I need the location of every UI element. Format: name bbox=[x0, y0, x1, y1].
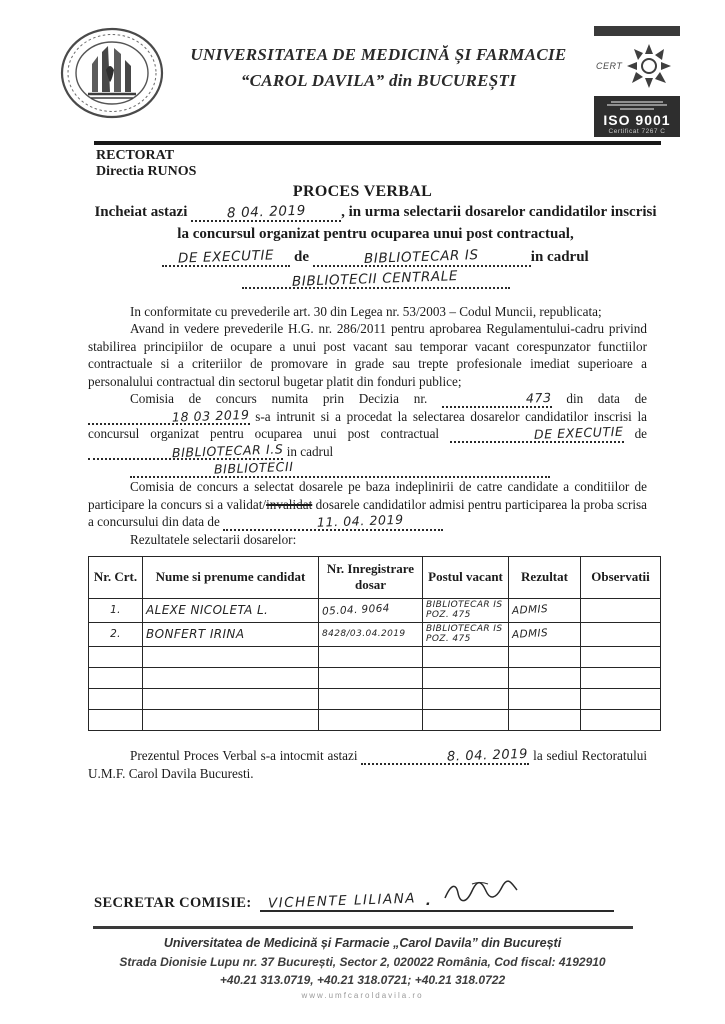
exam-date-field bbox=[223, 511, 443, 531]
document-footer bbox=[93, 926, 633, 1000]
footer-university-name: Universitatea de Medicină și Farmacie „Carol Davila” din București bbox=[163, 936, 562, 951]
department-block bbox=[96, 148, 725, 181]
handwritten-date: 8 04. 2019 bbox=[226, 202, 306, 221]
p3-text-b: din data de bbox=[566, 391, 648, 407]
document-title: PROCES VERBAL bbox=[292, 182, 433, 200]
intro-text-1: Incheiat astazi bbox=[94, 203, 188, 220]
iso-label: ISO 9001 bbox=[603, 111, 671, 128]
decision-date-field bbox=[88, 406, 250, 426]
row1-result: ADMIS bbox=[509, 598, 581, 622]
p3-text-e: in cadrul bbox=[286, 443, 334, 459]
document-header bbox=[58, 26, 683, 137]
results-table bbox=[88, 556, 661, 731]
iso-badge-smallprint bbox=[607, 101, 667, 110]
p3-location-field bbox=[130, 459, 550, 478]
footer-phones: +40.21 313.0719, +40.21 318.0721; +40.21 318.0722 bbox=[219, 973, 506, 987]
col-header-registration: Nr. Inregistrare dosar bbox=[319, 557, 423, 599]
location-fill-field bbox=[242, 268, 510, 290]
certification-badges bbox=[591, 26, 683, 137]
intro-paragraph bbox=[94, 201, 657, 291]
footer-address: Strada Dionisie Lupu nr. 37 București, Sector 2, 020022 România, Cod fiscal: 4192910 bbox=[119, 955, 606, 969]
paragraph-legal-basis: In conformitate cu prevederile art. 30 din Legea nr. 53/2003 – Codul Muncii, republicata; bbox=[130, 303, 602, 319]
signature-line bbox=[260, 880, 614, 912]
paragraph-hg-regulation: Avand in vedere prevederile H.G. nr. 286/2011 pentru aprobarea Regulamentului-cadru privind stabilirea principiilor de ocupare a unui post vacant sau temporar vacant corespunzator functiilor contractuale si a criteriilor de promovare in grade sau trepte profesionale imediat superioare a personalului contractual din sectorul bugetar platit din fonduri publice; bbox=[88, 321, 647, 389]
secretary-label: SECRETAR COMISIE: bbox=[94, 894, 252, 911]
intro-text-2: , in urma selectarii dosarelor candidatilor inscrisi la concursul organizat pentru ocuparea unui post contractual, bbox=[177, 203, 657, 243]
closing-text-a: Prezentul Proces Verbal s-a intocmit astazi bbox=[130, 747, 358, 763]
paragraph-results-heading: Rezultatele selectarii dosarelor: bbox=[130, 531, 297, 547]
handwritten-decision-date: 18 03 2019 bbox=[171, 406, 250, 425]
row2-nr: 2. bbox=[89, 622, 143, 646]
footer-website: www.umfcaroldavila.ro bbox=[301, 991, 424, 1000]
table-row bbox=[89, 598, 661, 622]
cert-star-badge bbox=[594, 41, 680, 91]
handwritten-decision-number: 473 bbox=[525, 390, 552, 406]
cert-star-icon bbox=[624, 41, 674, 96]
row1-observations bbox=[581, 598, 661, 622]
empty-table-row bbox=[89, 667, 661, 688]
paragraph-validation bbox=[88, 478, 647, 531]
document-body bbox=[88, 303, 647, 549]
handwritten-exam-date: 11. 04. 2019 bbox=[316, 511, 405, 530]
handwritten-post: BIBLIOTECAR IS bbox=[364, 246, 480, 267]
paragraph-location-line bbox=[88, 460, 647, 478]
execution-fill-field bbox=[162, 246, 290, 267]
table-row bbox=[89, 622, 661, 646]
decision-number-field bbox=[442, 392, 552, 408]
p4-text-a: Comisia de concurs a selectat dosarele pe baza indeplinirii de catre candidate a conditiilor de participare la concurs si a validat/ bbox=[88, 479, 647, 512]
university-name-line2: “CAROL DAVILA” din BUCUREȘTI bbox=[240, 71, 517, 91]
certification-banner bbox=[594, 26, 680, 36]
post-fill-field bbox=[313, 246, 531, 267]
closing-paragraph bbox=[88, 747, 647, 784]
row1-name: ALEXE NICOLETA L. bbox=[143, 598, 319, 622]
table-header-row bbox=[89, 557, 661, 599]
iso-9001-badge bbox=[594, 96, 680, 137]
handwritten-location: BIBLIOTECII CENTRALE bbox=[292, 268, 459, 290]
closing-date-field bbox=[361, 746, 529, 765]
p3-handwritten-execution: DE EXECUTIE bbox=[533, 424, 624, 443]
cert-label: CERT bbox=[596, 61, 623, 71]
row1-post: BIBLIOTECAR IS POZ. 475 bbox=[423, 598, 509, 622]
col-header-name: Nume si prenume candidat bbox=[143, 557, 319, 599]
p3-text-a: Comisia de concurs numita prin Decizia nr. bbox=[130, 391, 428, 407]
empty-table-row bbox=[89, 646, 661, 667]
iso-certificate-number: Certificat 7267 C bbox=[608, 127, 666, 135]
col-header-result: Rezultat bbox=[509, 557, 581, 599]
university-name bbox=[166, 42, 591, 95]
struck-invalidat-word: invalidat bbox=[266, 496, 313, 512]
row1-nr: 1. bbox=[89, 598, 143, 622]
date-fill-field bbox=[191, 202, 341, 222]
university-name-line1: UNIVERSITATEA DE MEDICINĂ ȘI FARMACIE bbox=[190, 45, 567, 64]
p3-text-d: de bbox=[634, 426, 648, 442]
signature-separator-dot: . bbox=[425, 892, 433, 909]
handwritten-closing-date: 8. 04. 2019 bbox=[446, 746, 529, 765]
closing-text-b: la sediul Rectoratului U.M.F. Carol Davila Bucuresti. bbox=[88, 747, 647, 782]
p3-text-c: s-a intrunit si a procedat la selectarea dosarelor candidatilor inscrisi la concursul organizat pentru ocuparea unui post contractual bbox=[88, 408, 647, 442]
paragraph-commission-decision bbox=[88, 390, 647, 460]
directia-runos-label: Directia RUNOS bbox=[96, 164, 197, 180]
header-divider bbox=[94, 141, 661, 145]
signature-scribble bbox=[442, 880, 520, 909]
col-header-observations: Observatii bbox=[581, 557, 661, 599]
handwritten-secretary-name: VICHENTE LILIANA bbox=[267, 890, 416, 912]
intro-de-label: de bbox=[294, 248, 310, 265]
p3-execution-field bbox=[450, 424, 624, 443]
p3-handwritten-post: BIBLIOTECAR I.S bbox=[171, 441, 284, 461]
handwritten-execution: DE EXECUTIE bbox=[177, 246, 275, 267]
p4-text-b: dosarele candidatilor admisi pentru participarea la proba scrisa a concursului din data de bbox=[88, 496, 648, 530]
row2-post: BIBLIOTECAR IS POZ. 475 bbox=[423, 622, 509, 646]
row1-registration: 05.04. 9064 bbox=[319, 598, 423, 622]
col-header-nr-crt: Nr. Crt. bbox=[89, 557, 143, 599]
signature-block bbox=[94, 880, 725, 912]
row2-name: BONFERT IRINA bbox=[143, 622, 319, 646]
empty-table-row bbox=[89, 709, 661, 730]
intro-text-3: in cadrul bbox=[530, 248, 589, 265]
rectorat-label: RECTORAT bbox=[96, 147, 175, 163]
row2-registration: 8428/03.04.2019 bbox=[319, 622, 423, 646]
p3-handwritten-location: BIBLIOTECII bbox=[213, 459, 294, 478]
p3-post-field bbox=[88, 441, 284, 461]
empty-table-row bbox=[89, 688, 661, 709]
university-seal bbox=[58, 26, 166, 120]
row2-result: ADMIS bbox=[509, 622, 581, 646]
row2-observations bbox=[581, 622, 661, 646]
col-header-post: Postul vacant bbox=[423, 557, 509, 599]
